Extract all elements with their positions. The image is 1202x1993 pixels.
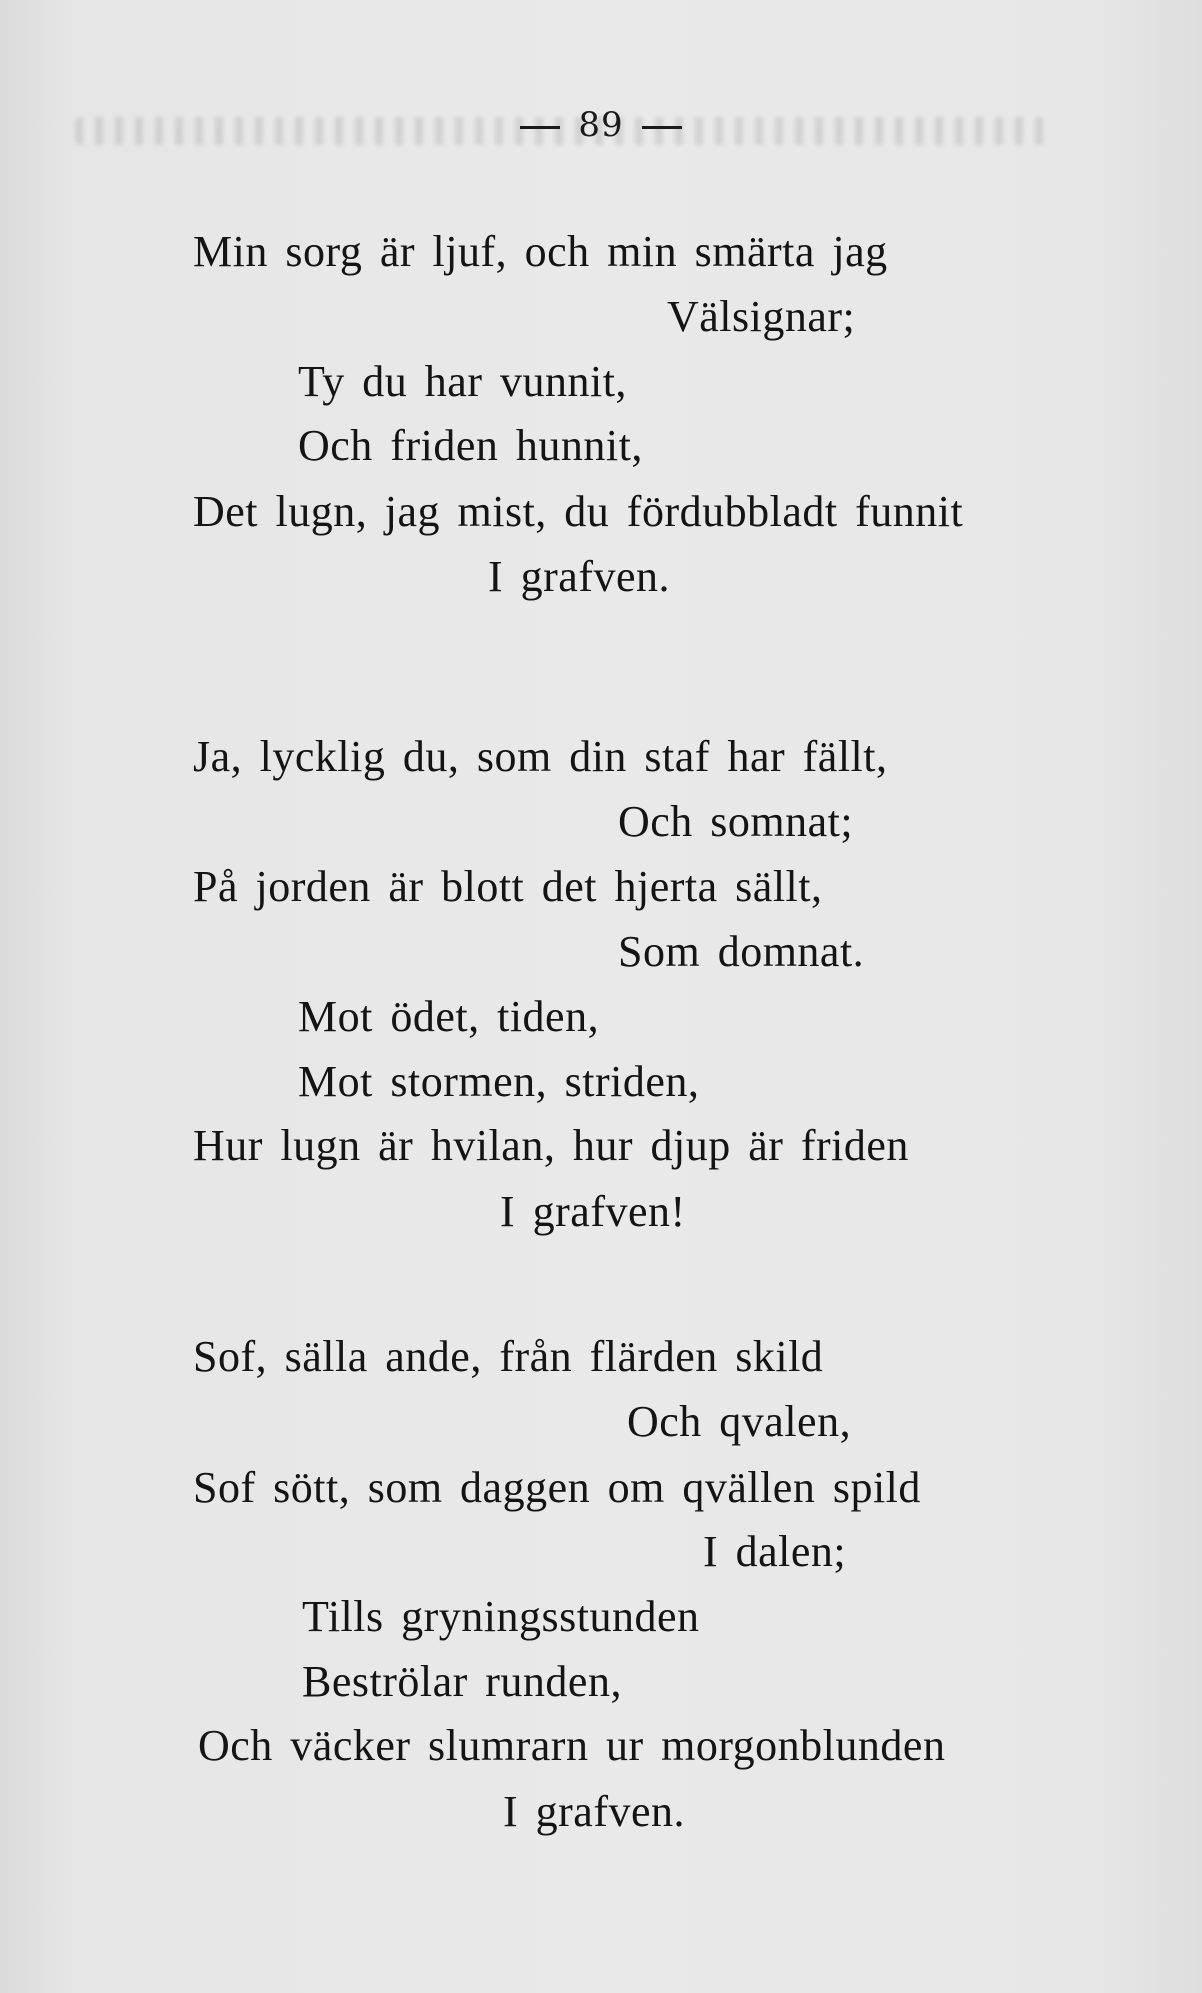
poem-line: Det lugn, jag mist, du fördubbladt funnit: [193, 487, 964, 536]
poem-line: På jorden är blott det hjerta sällt,: [193, 862, 823, 911]
poem-line: I grafven.: [503, 1787, 686, 1836]
poem-line: I grafven!: [500, 1187, 686, 1236]
poem-line: Och somnat;: [618, 797, 854, 846]
poem-line: Sof sött, som daggen om qvällen spild: [193, 1463, 921, 1512]
poem-line: Mot ödet, tiden,: [298, 992, 600, 1041]
left-dash: [520, 126, 560, 129]
poem-line: Välsignar;: [667, 292, 856, 341]
poem-line: I grafven.: [488, 552, 671, 601]
poem-line: Tills gryningsstunden: [302, 1592, 700, 1641]
page-number: 89: [578, 105, 624, 145]
poem-line: Sof, sälla ande, från flärden skild: [193, 1332, 824, 1381]
page-header: [0, 105, 1202, 145]
poem-line: Och väcker slumrarn ur morgonblunden: [198, 1721, 946, 1770]
poem-line: Mot stormen, striden,: [298, 1057, 700, 1106]
poem-line: Hur lugn är hvilan, hur djup är friden: [193, 1121, 909, 1170]
poem-line: Min sorg är ljuf, och min smärta jag: [193, 227, 888, 276]
poem-line: Ja, lycklig du, som din staf har fällt,: [193, 732, 888, 781]
poem-line: Som domnat.: [618, 927, 865, 976]
poem-line: Beströlar runden,: [302, 1657, 622, 1706]
poem-line: Och friden hunnit,: [298, 421, 643, 470]
poem-line: Och qvalen,: [627, 1397, 852, 1446]
right-dash: [642, 126, 682, 129]
poem-line: I dalen;: [703, 1527, 847, 1576]
poem-line: Ty du har vunnit,: [298, 357, 627, 406]
